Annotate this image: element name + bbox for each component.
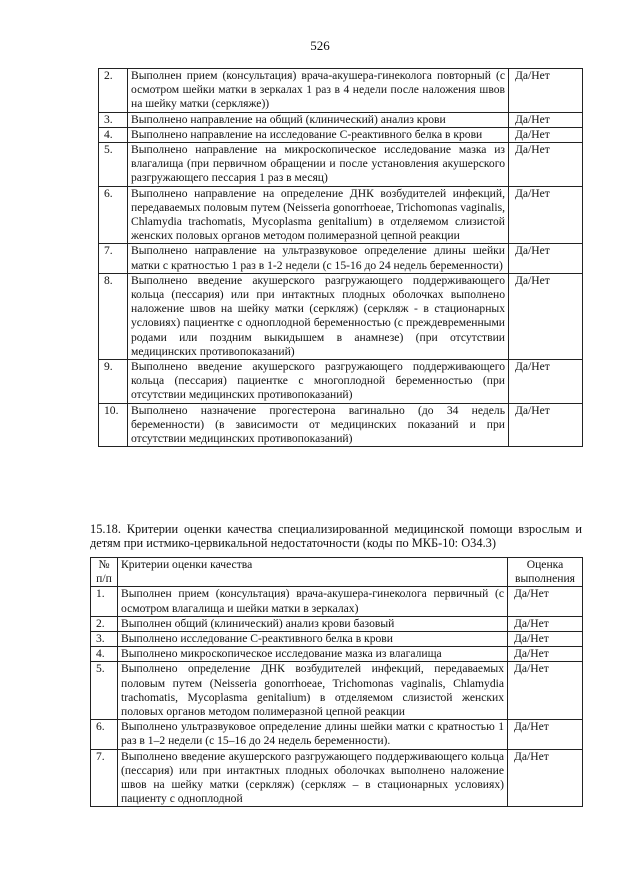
assessment-value: Да/Нет [508, 587, 583, 616]
criterion-text: Выполнено назначение прогестерона вагинально (до 34 недель беременности) (в зависимости от медицинских показаний и при отсутствии медицинских противопоказаний) [128, 403, 509, 447]
assessment-value: Да/Нет [508, 749, 583, 807]
table-row [91, 749, 583, 807]
assessment-value: Да/Нет [509, 403, 583, 447]
table-row [91, 662, 583, 720]
table-row [99, 360, 583, 404]
table-row [99, 127, 583, 142]
header-result: Оценка выполнения [508, 558, 583, 587]
assessment-value: Да/Нет [508, 720, 583, 749]
row-number: 6. [91, 720, 118, 749]
table-row [99, 244, 583, 273]
row-number: 3. [99, 112, 128, 127]
row-number: 3. [91, 632, 118, 647]
criterion-text: Выполнено введение акушерского разгружающего поддерживающего кольца (пессария) пациентке с многоплодной беременностью (при отсутствии медицинских противопоказаний) [128, 360, 509, 404]
row-number: 4. [99, 127, 128, 142]
table-row [91, 632, 583, 647]
page-number: 526 [310, 38, 330, 53]
assessment-value: Да/Нет [508, 616, 583, 631]
criterion-text: Выполнено определение ДНК возбудителей инфекций, передаваемых половым путем (Neisseria gonorrhoeae, Trichomonas vaginalis, Chlamydia trachomatis, Mycoplasma genitalium) в отделяемом слизистой женских половых органов методом полимеразной цепной реакции [118, 662, 508, 720]
assessment-value: Да/Нет [509, 186, 583, 244]
row-number: 7. [91, 749, 118, 807]
criterion-text: Выполнено исследование С-реактивного белка в крови [118, 632, 508, 647]
table-row [99, 273, 583, 359]
assessment-value: Да/Нет [509, 360, 583, 404]
row-number: 10. [99, 403, 128, 447]
assessment-value: Да/Нет [509, 244, 583, 273]
criterion-text: Выполнен общий (клинический) анализ крови базовый [118, 616, 508, 631]
assessment-value: Да/Нет [509, 112, 583, 127]
assessment-value: Да/Нет [508, 632, 583, 647]
table-header-row [91, 558, 583, 587]
row-number: 5. [91, 662, 118, 720]
criterion-text: Выполнено ультразвуковое определение длины шейки матки с кратностью 1 раз в 1–2 недели (с 15–16 до 24 недель беременности). [118, 720, 508, 749]
row-number: 4. [91, 647, 118, 662]
row-number: 2. [91, 616, 118, 631]
table-row [99, 186, 583, 244]
assessment-value: Да/Нет [509, 273, 583, 359]
row-number: 9. [99, 360, 128, 404]
section-heading: 15.18. Критерии оценки качества специализированной медицинской помощи взрослым и детям при истмико-цервикальной недостаточности (коды по МКБ-10: O34.3) [90, 522, 582, 550]
assessment-value: Да/Нет [508, 647, 583, 662]
criterion-text: Выполнено направление на ультразвуковое определение длины шейки матки с кратностью 1 раз в 1-2 недели (с 15-16 до 24 недель беременности) [128, 244, 509, 273]
row-number: 6. [99, 186, 128, 244]
table-row [99, 403, 583, 447]
criterion-text: Выполнено введение акушерского разгружающего поддерживающего кольца (пессария) или при интактных плодных оболочках выполнено наложение швов на шейку матки (серкляж) (серкляж - в стационарных условиях) пациентке с одноплодной беременностью (с преждевременными родами или поздним выкидышем в анамнезе) (при отсутствии медицинских противопоказаний) [128, 273, 509, 359]
table-row [91, 720, 583, 749]
table-row [99, 112, 583, 127]
quality-criteria-table-cervical-insufficiency [90, 557, 583, 807]
criterion-text: Выполнено микроскопическое исследование мазка из влагалища [118, 647, 508, 662]
criterion-text: Выполнен прием (консультация) врача-акушера-гинеколога первичный (с осмотром влагалища и шейки матки в зеркалах) [118, 587, 508, 616]
table-row [99, 69, 583, 113]
criterion-text: Выполнено направление на микроскопическое исследование мазка из влагалища (при первичном обращении и после установления акушерского разгружающего пессария 1 раз в месяц) [128, 143, 509, 187]
table-row [99, 143, 583, 187]
criterion-text: Выполнен прием (консультация) врача-акушера-гинеколога повторный (с осмотром шейки матки в зеркалах 1 раз в 4 недели после наложения швов на шейку матки (серкляже)) [128, 69, 509, 113]
criterion-text: Выполнено направление на исследование С-реактивного белка в крови [128, 127, 509, 142]
table-row [91, 587, 583, 616]
row-number: 8. [99, 273, 128, 359]
header-number: № п/п [91, 558, 118, 587]
row-number: 5. [99, 143, 128, 187]
table-row [91, 616, 583, 631]
quality-criteria-table-continued [98, 68, 583, 447]
assessment-value: Да/Нет [508, 662, 583, 720]
criterion-text: Выполнено введение акушерского разгружающего поддерживающего кольца (пессария) или при интактных плодных оболочках выполнено наложение швов на шейку матки (серкляж) (серкляж – в стационарных условиях) пациенту с одноплодной [118, 749, 508, 807]
assessment-value: Да/Нет [509, 127, 583, 142]
assessment-value: Да/Нет [509, 143, 583, 187]
header-criteria: Критерии оценки качества [118, 558, 508, 587]
criterion-text: Выполнено направление на определение ДНК возбудителей инфекций, передаваемых половым путем (Neisseria gonorrhoeae, Trichomonas vaginalis, Chlamydia trachomatis, Mycoplasma genitalium) в отделяемом слизистой женских половых органов методом полимеразной цепной реакции [128, 186, 509, 244]
row-number: 1. [91, 587, 118, 616]
row-number: 7. [99, 244, 128, 273]
table-row [91, 647, 583, 662]
criterion-text: Выполнено направление на общий (клинический) анализ крови [128, 112, 509, 127]
row-number: 2. [99, 69, 128, 113]
assessment-value: Да/Нет [509, 69, 583, 113]
